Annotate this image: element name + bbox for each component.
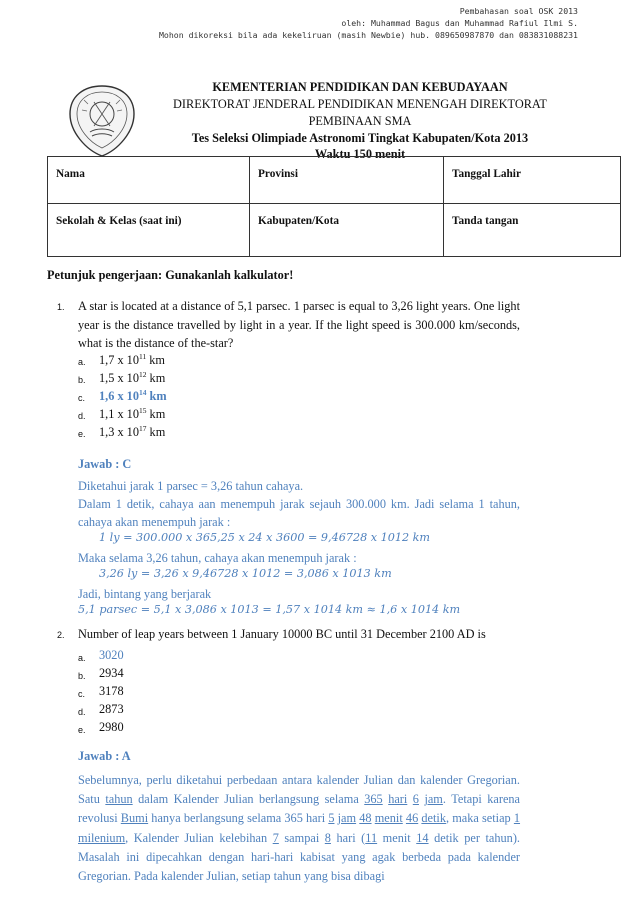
instruction: Petunjuk pengerjaan: Gunakanlah kalkulator! xyxy=(47,268,294,282)
q2-explanation: Sebelumnya, perlu diketahui perbedaan antara kalender Julian dan kalender Gregorian. Satu tahun dalam Kalender Julian berlangsung selama 365 hari 6 jam. Tetapi karena revolusi Bumi hanya berlangsung selama 365 hari 5 jam 48 menit 46 detik, maka setiap 1 milenium, Kalender Julian kelebihan 7 sampai 8 hari (11 menit 14 detik per tahun). Masalah ini dipecahkan dengan hari-hari kabisat yang agak berbeda pada kalender Gregorian. Pada kalender Julian, setiap tahun yang bisa dibagi xyxy=(78,773,521,884)
q1-explanation-1: Diketahui jarak 1 parsec = 3,26 tahun cahaya. xyxy=(78,479,304,493)
header-line-3: Mohon dikoreksi bila ada kekeliruan (masih Newbie) hub. 089650987870 dan 083831088231 xyxy=(159,30,578,40)
title-time: Waktu 150 menit xyxy=(314,147,406,161)
link-1[interactable]: 1 xyxy=(513,811,521,826)
link-menit[interactable]: menit xyxy=(374,811,403,826)
q1-explanation-2: Dalam 1 detik, cahaya aan menempuh jarak sejauh 300.000 km. Jadi selama 1 tahun, cahaya akan menempuh jarak : xyxy=(78,497,520,530)
link-milenium[interactable]: milenium xyxy=(78,830,126,845)
q1-explanation-3: Maka selama 3,26 tahun, cahaya akan menempuh jarak : xyxy=(78,551,357,565)
q2-option-b: 2934 xyxy=(99,666,124,680)
q2-option-letter: a. xyxy=(78,653,86,663)
link-jam-2[interactable]: jam xyxy=(337,811,357,826)
q2-option-a-correct: 3020 xyxy=(99,648,124,662)
question-2-text: Number of leap years between 1 January 10000 BC until 31 December 2100 AD is xyxy=(78,627,486,641)
q2-option-letter: e. xyxy=(78,725,86,735)
q1-option-e: 1,3 x $10^{17}$ km xyxy=(99,424,166,440)
link-jam[interactable]: jam xyxy=(424,792,443,807)
q2-option-d: 2873 xyxy=(99,702,124,716)
title-test: Tes Seleksi Olimpiade Astronomi Tingkat Kabupaten/Kota 2013 xyxy=(191,131,529,145)
link-365[interactable]: 365 xyxy=(364,792,383,807)
cell-tanggal-lahir: Tanggal Lahir xyxy=(444,157,621,204)
q1-option-c-correct: 1,6 x $10^{14}$ km xyxy=(99,388,167,404)
q1-option-letter: c. xyxy=(78,393,86,403)
link-6[interactable]: 6 xyxy=(412,792,419,807)
q1-answer-label: Jawab : C xyxy=(78,457,132,471)
q1-option-letter: a. xyxy=(78,357,86,367)
title-sma: PEMBINAAN SMA xyxy=(308,114,412,128)
q2-option-c: 3178 xyxy=(99,684,124,698)
link-detik[interactable]: detik xyxy=(421,811,446,826)
q1-option-letter: b. xyxy=(78,375,86,385)
cell-nama: Nama xyxy=(48,157,250,204)
q1-explanation-4: Jadi, bintang yang berjarak xyxy=(78,587,212,601)
q1-option-letter: d. xyxy=(78,411,86,421)
identity-table xyxy=(47,156,621,257)
question-2-number: 2. xyxy=(57,630,65,640)
q2-option-e: 2980 xyxy=(99,720,124,734)
link-11[interactable]: 11 xyxy=(365,830,378,845)
link-tahun[interactable]: tahun xyxy=(105,792,133,807)
cell-provinsi: Provinsi xyxy=(250,157,444,204)
link-5[interactable]: 5 xyxy=(328,811,335,826)
title-directorate: DIREKTORAT JENDERAL PENDIDIKAN MENENGAH DIREKTORAT xyxy=(173,97,547,111)
link-14[interactable]: 14 xyxy=(416,830,429,845)
link-8[interactable]: 8 xyxy=(324,830,331,845)
link-hari[interactable]: hari xyxy=(388,792,408,807)
question-1-text: A star is located at a distance of 5,1 parsec. 1 parsec is equal to 3,26 light years. One light year is the distance travelled by light in a year. If the light speed is 300.000 km/seconds, what is the distance of the-star? xyxy=(78,299,520,350)
q2-option-letter: c. xyxy=(78,689,86,699)
kemendikbud-logo-icon xyxy=(62,80,142,160)
q2-answer-label: Jawab : A xyxy=(78,749,131,763)
q1-option-b: 1,5 x $10^{12}$ km xyxy=(99,370,166,386)
link-bumi[interactable]: Bumi xyxy=(120,811,149,826)
q2-option-letter: d. xyxy=(78,707,86,717)
link-46[interactable]: 46 xyxy=(405,811,419,826)
link-48[interactable]: 48 xyxy=(359,811,372,826)
q1-option-d: 1,1 x $10^{15}$ km xyxy=(99,406,166,422)
question-1-number: 1. xyxy=(57,302,65,312)
q2-option-letter: b. xyxy=(78,671,86,681)
header-line-2: oleh: Muhammad Bagus dan Muhammad Rafiul Ilmi S. xyxy=(341,18,578,28)
title-ministry: KEMENTERIAN PENDIDIKAN DAN KEBUDAYAAN xyxy=(212,80,508,94)
q1-option-letter: e. xyxy=(78,429,86,439)
q1-math-1: 1 ly = 300.000 x 365,25 x 24 x 3600 = 9,46728 x 1012 km xyxy=(99,531,431,544)
q1-math-2: 3,26 ly = 3,26 x 9,46728 x 1012 = 3,086 x 1013 km xyxy=(99,567,392,580)
cell-sekolah: Sekolah & Kelas (saat ini) xyxy=(48,204,250,257)
link-7[interactable]: 7 xyxy=(272,830,279,845)
q1-math-3: 5,1 parsec = 5,1 x 3,086 x 1013 = 1,57 x 1014 km ≈ 1,6 x 1014 km xyxy=(78,603,461,616)
cell-kabupaten: Kabupaten/Kota xyxy=(250,204,444,257)
header-line-1: Pembahasan soal OSK 2013 xyxy=(459,6,578,16)
cell-tanda-tangan: Tanda tangan xyxy=(444,204,621,257)
q1-option-a: 1,7 x $10^{11}$ km xyxy=(99,352,165,368)
